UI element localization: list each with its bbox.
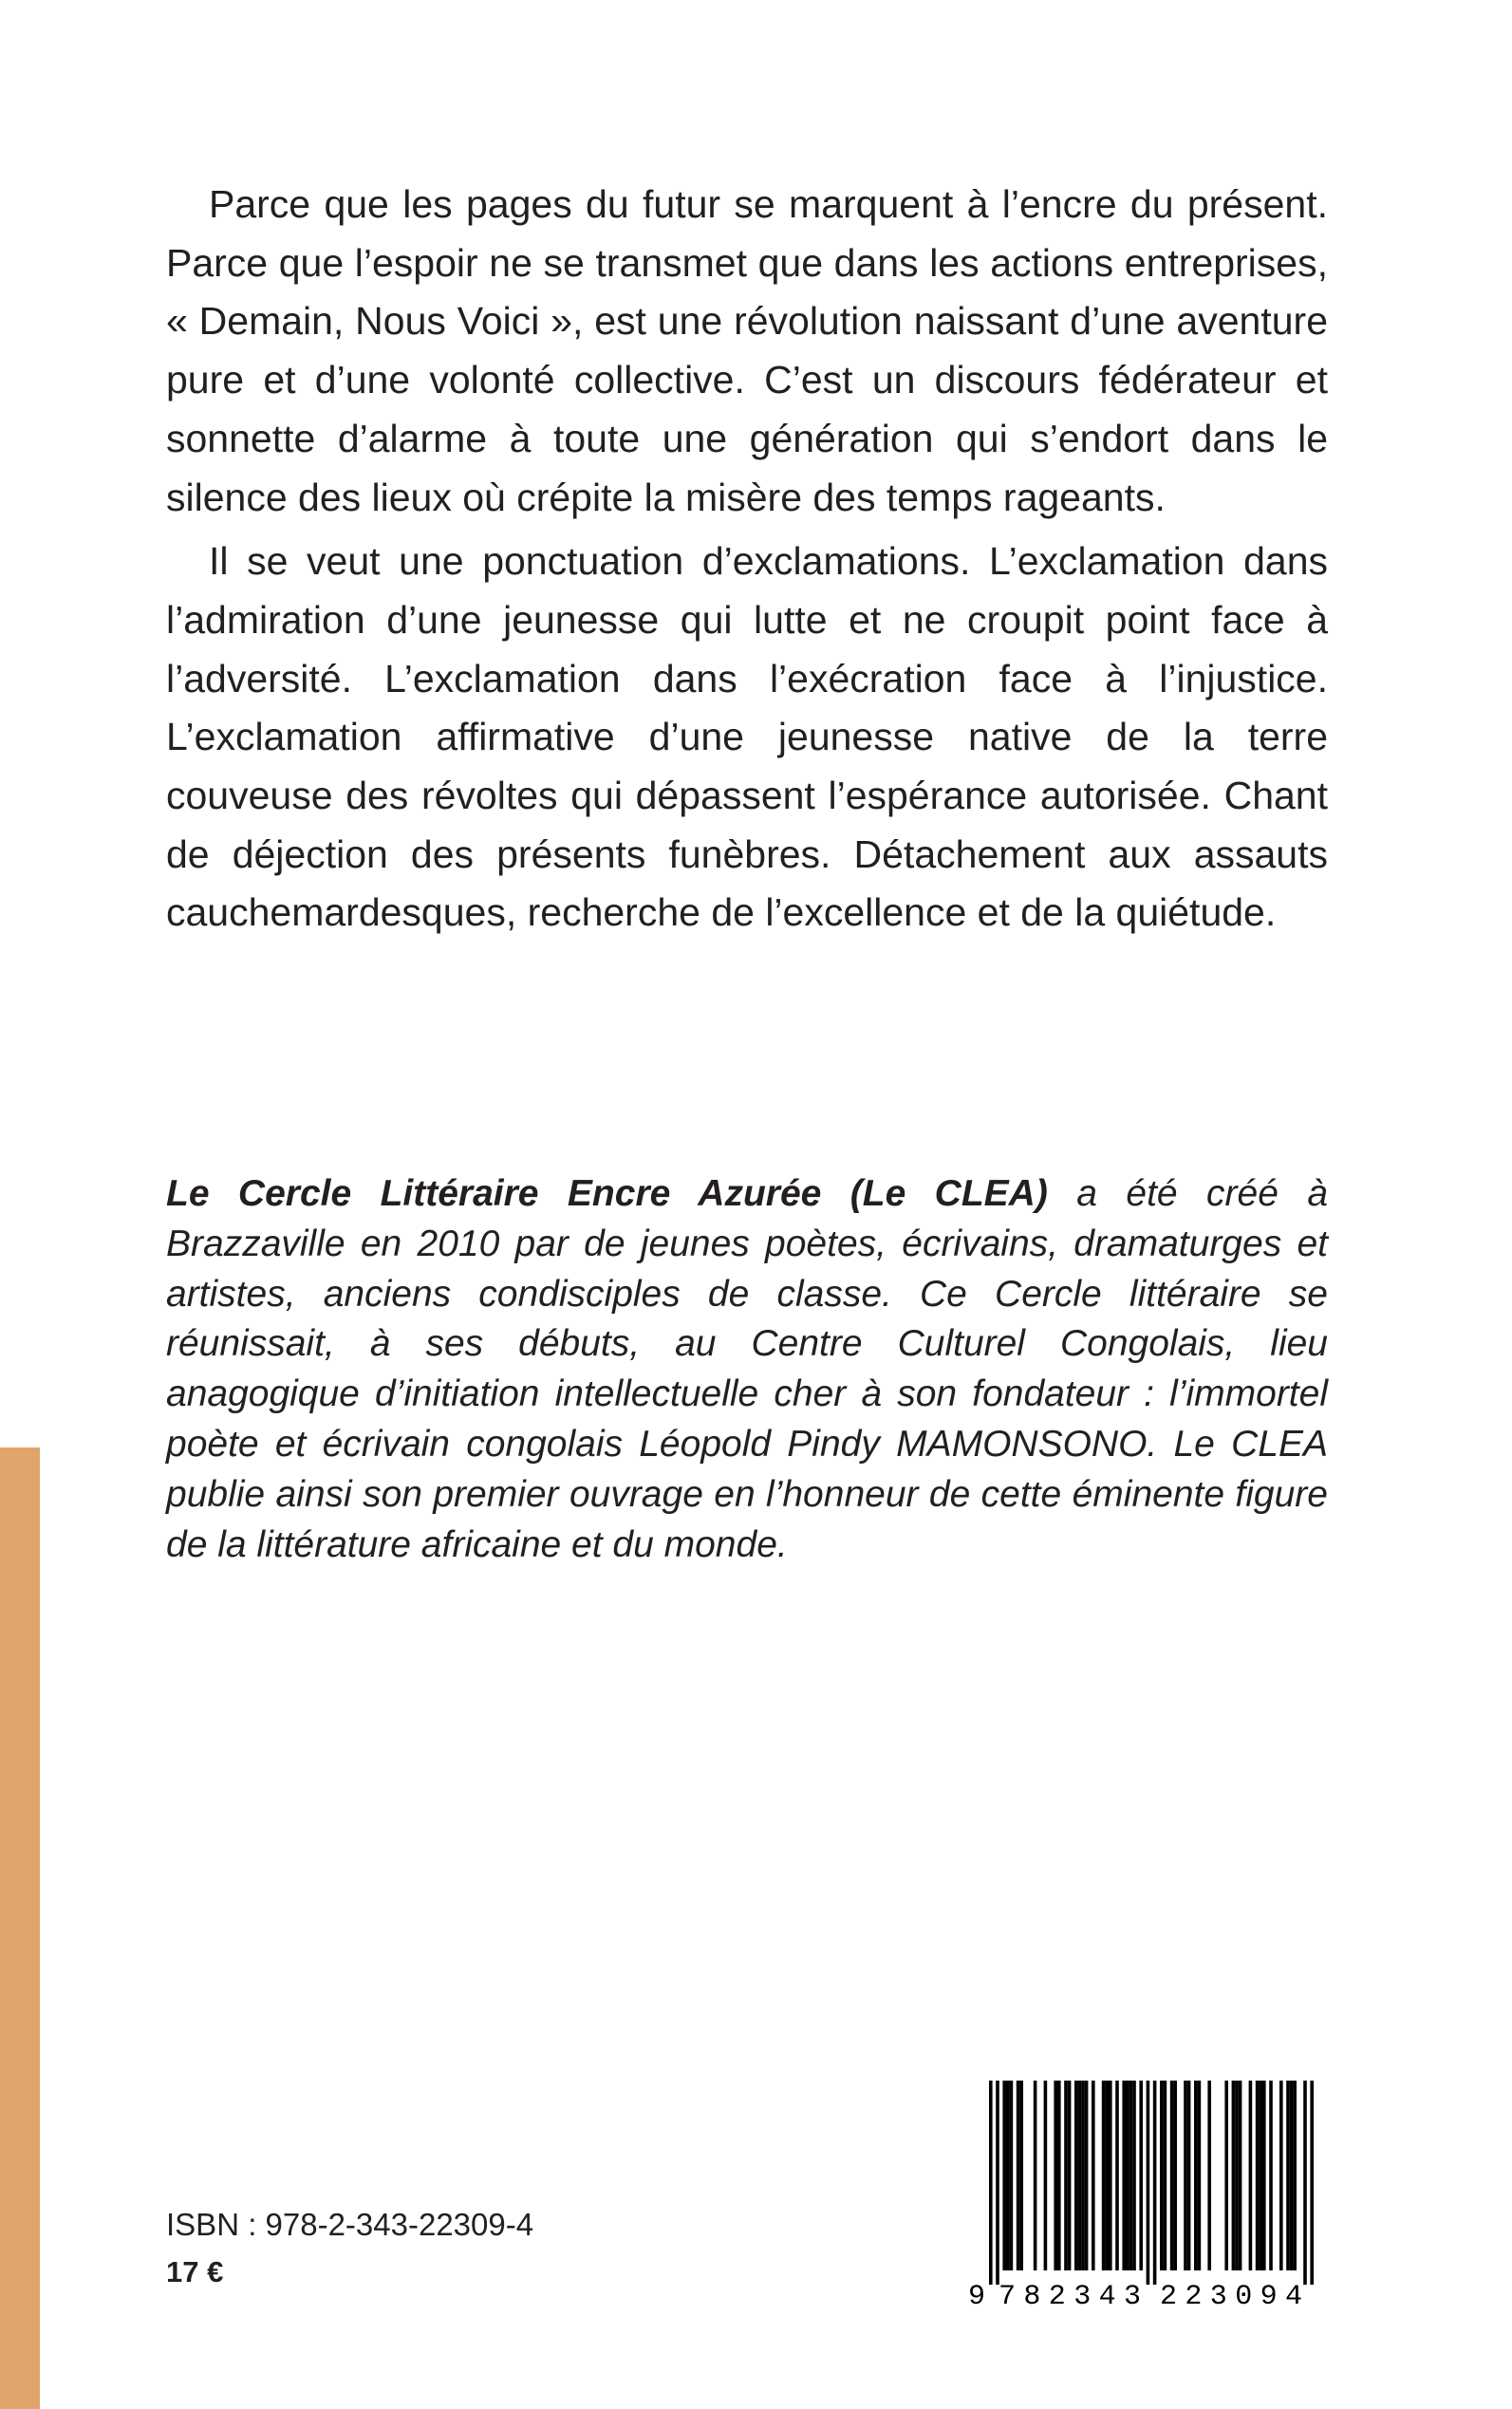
barcode-bar [1173,2081,1177,2270]
barcode-bar [1017,2081,1020,2270]
barcode-bar [1064,2081,1068,2270]
blurb-paragraph-2: Il se veut une ponctuation d’exclamations. L’exclamation dans l’admiration d’une jeunesse qui lutte et ne croupit point face à l’adversité. L’exclamation dans l’exécration face à l’injustice. L’exclamation affirmative d’une jeunesse native de la terre couveuse des révoltes qui dépassent l’espérance autorisée. Chant de déjection des présents funèbres. Détachement aux assauts cauchemardesques, recherche de l’excellence et de la quiétude. [166,539,1328,935]
barcode-guard-bar [1310,2081,1314,2285]
barcode-bar [1160,2081,1164,2270]
barcode-guard-bar [1153,2081,1157,2285]
barcode-bar [1034,2081,1037,2270]
barcode-bar [1279,2081,1283,2270]
barcode-bar [1139,2081,1143,2270]
barcode-bar [1224,2081,1228,2270]
barcode-bar [1019,2081,1023,2270]
barcode-bar [1187,2081,1191,2270]
barcode-bar [1010,2081,1014,2270]
about-text: a été créé à Brazzaville en 2010 par de jeunes poètes, écrivains, dramaturges et artistes, anciens condisciples de classe. Ce Cercle littéraire se réunissait, à ses débuts, au Centre Culturel Congolais, lieu anagogique d’initiation intellectuelle cher à son fondateur : l’immortel poète et écrivain congolais Léopold Pindy MAMONSONO. Le CLEA publie ainsi son premier ouvrage en l’honneur de cette éminente figure de la littérature africaine et du monde. [166,1173,1328,1565]
barcode-bars [989,2081,1314,2285]
barcode-bar [1198,2081,1202,2270]
barcode-bar [1109,2081,1112,2270]
blurb-paragraph-1: Parce que les pages du futur se marquent à l’encre du présent. Parce que l’espoir ne se transmet que dans les actions entreprises, « Demain, Nous Voici », est une révolution naissant d’une aventure pure et d’une volonté collective. C’est un discours fédérateur et sonnette d’alarme à toute une génération qui s’endort dans le silence des lieux où crépite la misère des temps rageants. [166,182,1328,519]
barcode-bar [1259,2081,1262,2270]
barcode-bar [1269,2081,1273,2270]
barcode-bar [1054,2081,1057,2270]
barcode-graphic [959,2076,1329,2313]
barcode-left-digits: 782343 [999,2281,1141,2313]
about-author-collective [166,1169,1328,1570]
isbn-label: ISBN : 978-2-343-22309-4 [166,2207,534,2242]
barcode [959,2076,1329,2313]
barcode-bar [1235,2081,1239,2270]
barcode-bar [1232,2081,1236,2270]
barcode-bar [1132,2081,1136,2270]
barcode-bar [1081,2081,1085,2270]
barcode-guard-bar [1147,2081,1150,2285]
barcode-guard-bar [996,2081,999,2285]
price-label: 17 € [166,2255,224,2288]
barcode-bar [1184,2081,1187,2270]
barcode-lead-digit: 9 [968,2281,986,2313]
barcode-bar [1057,2081,1061,2270]
barcode-bar [1044,2081,1048,2270]
barcode-bar [1006,2081,1010,2270]
barcode-bar [1293,2081,1297,2270]
barcode-bar [1078,2081,1082,2270]
barcode-bar [1170,2081,1174,2270]
barcode-bar [1256,2081,1260,2270]
barcode-bar [1068,2081,1072,2270]
barcode-guard-bar [989,2081,993,2285]
barcode-bar [1126,2081,1129,2270]
barcode-bar [1002,2081,1006,2270]
spine-accent-bar [0,1447,40,2409]
barcode-bar [1262,2081,1266,2270]
barcode-bar [1286,2081,1290,2270]
barcode-bar [1164,2081,1167,2270]
barcode-bar [1092,2081,1095,2270]
barcode-guard-bar [1303,2081,1307,2285]
barcode-bar [1115,2081,1119,2270]
barcode-bar [1207,2081,1211,2270]
barcode-bar [1239,2081,1242,2270]
barcode-bar [1085,2081,1089,2270]
barcode-bar [1194,2081,1198,2270]
barcode-bar [1249,2081,1253,2270]
back-cover-blurb [166,176,1328,943]
barcode-bar [1105,2081,1109,2270]
barcode-bar [1129,2081,1133,2270]
barcode-right-digits: 223094 [1160,2281,1302,2313]
barcode-bar [1074,2081,1078,2270]
organization-name: Le Cercle Littéraire Encre Azurée (Le CLEA) [166,1173,1048,1214]
barcode-bar [1102,2081,1106,2270]
barcode-bar [1122,2081,1126,2270]
barcode-bar [1290,2081,1294,2270]
